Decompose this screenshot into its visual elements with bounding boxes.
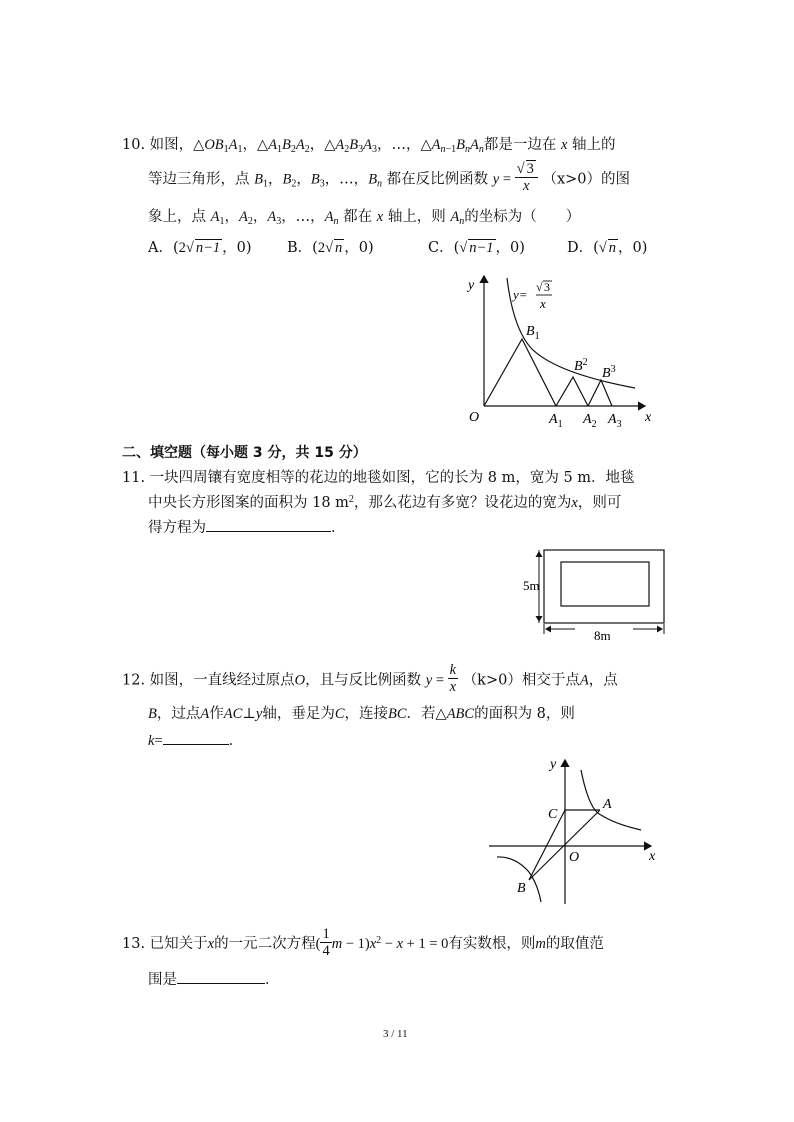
svg-text:y: y (468, 278, 475, 293)
svg-text:x: x (645, 410, 652, 425)
q10-label-a3: $A_3$ (608, 412, 622, 430)
q13-line1: 13. 已知关于x的一元二次方程( $\frac{1}{4}$ $m - 1)x^2 - x + 1 = 0$有实数根，则m的取值范 (122, 926, 604, 959)
q12-number: 12. (122, 672, 146, 689)
q11-number: 11. (122, 470, 146, 486)
q10-triangle-3 (588, 380, 612, 406)
q11-line1: 11. 一块四周镶有宽度相等的花边的地毯如图，它的长为 8 m，宽为 5 m．地毯 (122, 470, 635, 486)
svg-text:x: x (540, 296, 546, 311)
q10-line3: 象上，点 $A_1$，$A_2$，$A_3$，…，$A_n$ 都在 x 轴上，则 $A_n$的坐标为（ ） (148, 209, 581, 227)
q11-figure (515, 540, 675, 644)
q13-equation: ( $\frac{1}{4}$ $m - 1)x^2 - x + 1 = 0$ (315, 926, 449, 959)
svg-text:3: 3 (544, 280, 550, 294)
q10-triangle-1 (484, 339, 556, 406)
q13-line2: 围是 ． (148, 972, 280, 988)
svg-text:O: O (469, 410, 480, 425)
q10-option-b[interactable]: B．(2√ n ，0) (287, 240, 374, 256)
page-number: 3 / 11 (383, 1028, 408, 1040)
q13-answer-blank[interactable] (177, 983, 265, 984)
q12-answer-blank[interactable] (163, 744, 229, 745)
q10-option-d[interactable]: D．(√ n ，0) (567, 240, 648, 256)
q11-answer-blank[interactable] (206, 531, 331, 532)
q12-figure (485, 752, 665, 907)
q10-label-b1: $B_1$ (526, 324, 540, 342)
q10-figure (455, 268, 670, 433)
svg-text:y: y (550, 757, 557, 772)
q12-fraction: $\frac{k}{x}$ (449, 662, 457, 695)
q10-option-a[interactable]: A．(2√ n−1 ，0) (148, 240, 252, 256)
q11-width-label: 5m (523, 578, 540, 593)
q10-option-c[interactable]: C．(√ n−1 ，0) (428, 240, 525, 256)
q10-label-a2: $A_2$ (583, 412, 597, 430)
q13-number: 13. (122, 935, 146, 952)
q11-line2: 中央长方形图案的面积为 18 $m^2$，那么花边有多宽？设花边的宽为x，则可 (148, 494, 622, 511)
q12-segment-bc (529, 810, 565, 880)
q11-carpet-pattern (561, 562, 649, 606)
svg-text:O: O (569, 850, 580, 865)
q10-triangle-2 (556, 377, 588, 406)
q11-carpet-outer (544, 550, 664, 623)
q11-line3: 得方程为 ． (148, 520, 346, 536)
q10-line2: 等边三角形，点 $B_1$，$B_2$，$B_3$，…，$B_n$ 都在反比例函数 y = $\frac{√ 3}{x}$ （x>0）的图 (148, 161, 631, 194)
q10-fraction: $\frac{√ 3}{x}$ (515, 161, 538, 194)
svg-text:C: C (548, 807, 558, 822)
q12-line3: k= ． (148, 733, 244, 749)
q12-line1: 12. 如图，一直线经过原点O，且与反比例函数 y = $\frac{k}{x}$ （k>0）相交于点A，点 (122, 662, 618, 695)
q10-number: 10. (122, 137, 146, 153)
svg-text:y=: y= (513, 287, 528, 302)
q12-line2: B，过点A作AC⊥y轴，垂足为C，连接BC．若△ABC的面积为 8，则 (148, 706, 575, 722)
q11-length-label: 8m (594, 628, 611, 643)
q10-label-a1: $A_1$ (549, 412, 563, 430)
section-heading: 二、填空题（每小题 3 分，共 15 分） (122, 445, 367, 461)
q10-label-b3: $B^3$ (602, 364, 616, 381)
q10-line1: 10. 如图，$\triangle OB_1A_1$，$\triangle A_1B_2A_2$，$\triangle A_2B_3A_3$，…，$\triangle A_{n-1}B_nA_n$都是一边在 x 轴上的 (122, 137, 616, 155)
svg-text:B: B (517, 881, 526, 896)
svg-text:A: A (603, 797, 612, 812)
svg-text:x: x (649, 849, 656, 864)
q10-label-b2: $B^2$ (574, 357, 588, 374)
svg-text:√: √ (536, 280, 543, 294)
